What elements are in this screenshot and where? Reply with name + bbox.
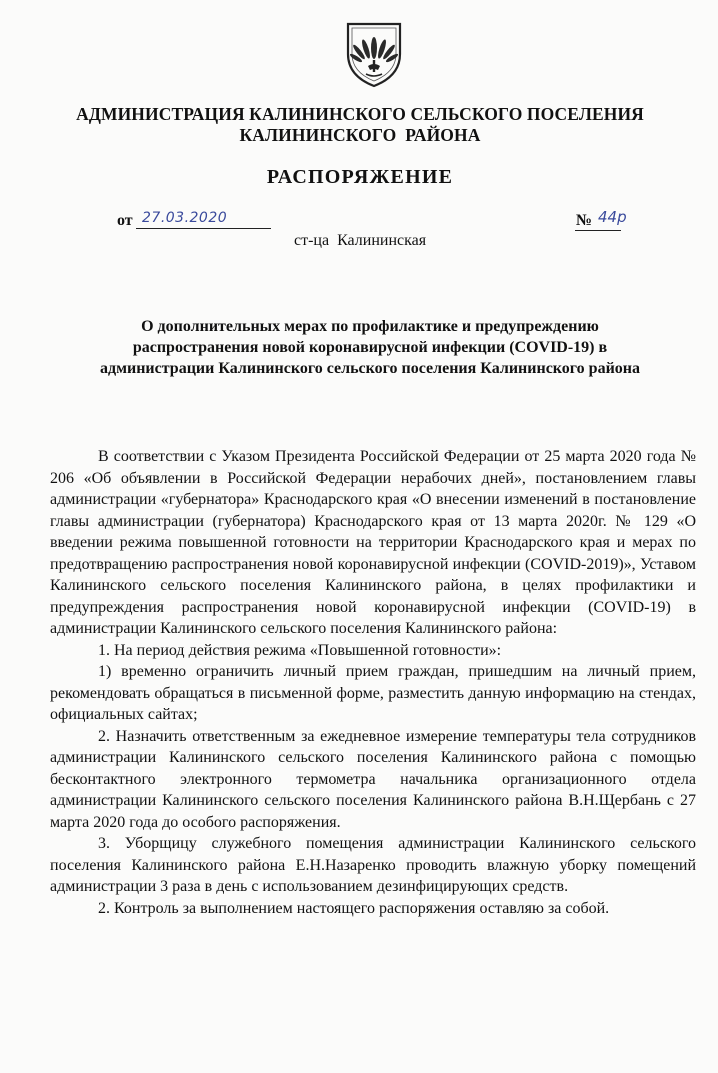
- number-underline: [575, 230, 621, 231]
- issue-place: ст-ца Калининская: [294, 232, 427, 249]
- date-underline: [136, 228, 271, 229]
- date-handwritten: 27.03.2020: [142, 210, 228, 226]
- subject-line-3: администрации Калининского сельского поселения Калининского района: [99, 360, 640, 377]
- coat-of-arms-icon: [338, 18, 410, 90]
- number-prefix: №: [576, 212, 593, 229]
- number-handwritten: 44р: [598, 208, 627, 226]
- date-prefix: от: [117, 212, 133, 229]
- body-paragraph-item-1: 1. На период действия режима «Повышенной готовности»:: [98, 641, 502, 659]
- body-paragraph-item-3: 3. Уборщицу служебного помещения администрации Калининского сельского поселения Калининского района Е.Н.Назаренко проводить влажную уборку помещений администрации 3 раза в день с использованием дезинфицирующих средств.: [50, 835, 696, 895]
- document-subject: [30, 316, 710, 379]
- organization-title: [40, 104, 680, 146]
- organization-title-line-2: КАЛИНИНСКОГО РАЙОНА: [239, 125, 481, 145]
- body-paragraph-item-2: 2. Назначить ответственным за ежедневное измерение температуры тела сотрудников администрации Калининского сельского поселения Калининского района с помощью бесконтактного электронного термометра начальника организационного отдела администрации Калининского сельского поселения Калининского района В.Н.Щербань с 27 марта 2020 года до особого распоряжения.: [50, 727, 696, 831]
- organization-title-line-1: АДМИНИСТРАЦИЯ КАЛИНИНСКОГО СЕЛЬСКОГО ПОСЕЛЕНИЯ: [76, 104, 644, 124]
- body-paragraph-subitem-1: 1) временно ограничить личный прием граждан, пришедшим на личный прием, рекомендовать обращаться в письменной форме, разместить данную информацию на стендах, официальных сайтах;: [50, 663, 696, 723]
- body-paragraph-control: 2. Контроль за выполнением настоящего распоряжения оставляю за собой.: [98, 899, 610, 917]
- body-paragraph-preamble: В соответствии с Указом Президента Российской Федерации от 25 марта 2020 года № 206 «Об объявлении в Российской Федерации нерабочих дней», постановлением главы администрации «губернатора» Краснодарского края «О внесении изменений в постановление главы администрации (губернатора) Краснодарского края от 13 марта 2020г. № 129 «О введении режима повышенной готовности на территории Краснодарского края и мерах по предотвращению распространения новой коронавирусной инфекции (COVID-2019)», Уставом Калининского сельского поселения Калининского района, в целях профилактики и предупреждения распространения новой коронавирусной инфекции (COVID-19) в администрации Калининского сельского поселения Калининского района:: [50, 448, 696, 637]
- subject-line-2: распространения новой коронавирусной инфекции (COVID-19) в: [132, 339, 608, 356]
- subject-line-1: О дополнительных мерах по профилактике и предупреждению: [141, 318, 599, 335]
- document-type-heading: РАСПОРЯЖЕНИЕ: [266, 166, 454, 188]
- document-body: [50, 446, 696, 919]
